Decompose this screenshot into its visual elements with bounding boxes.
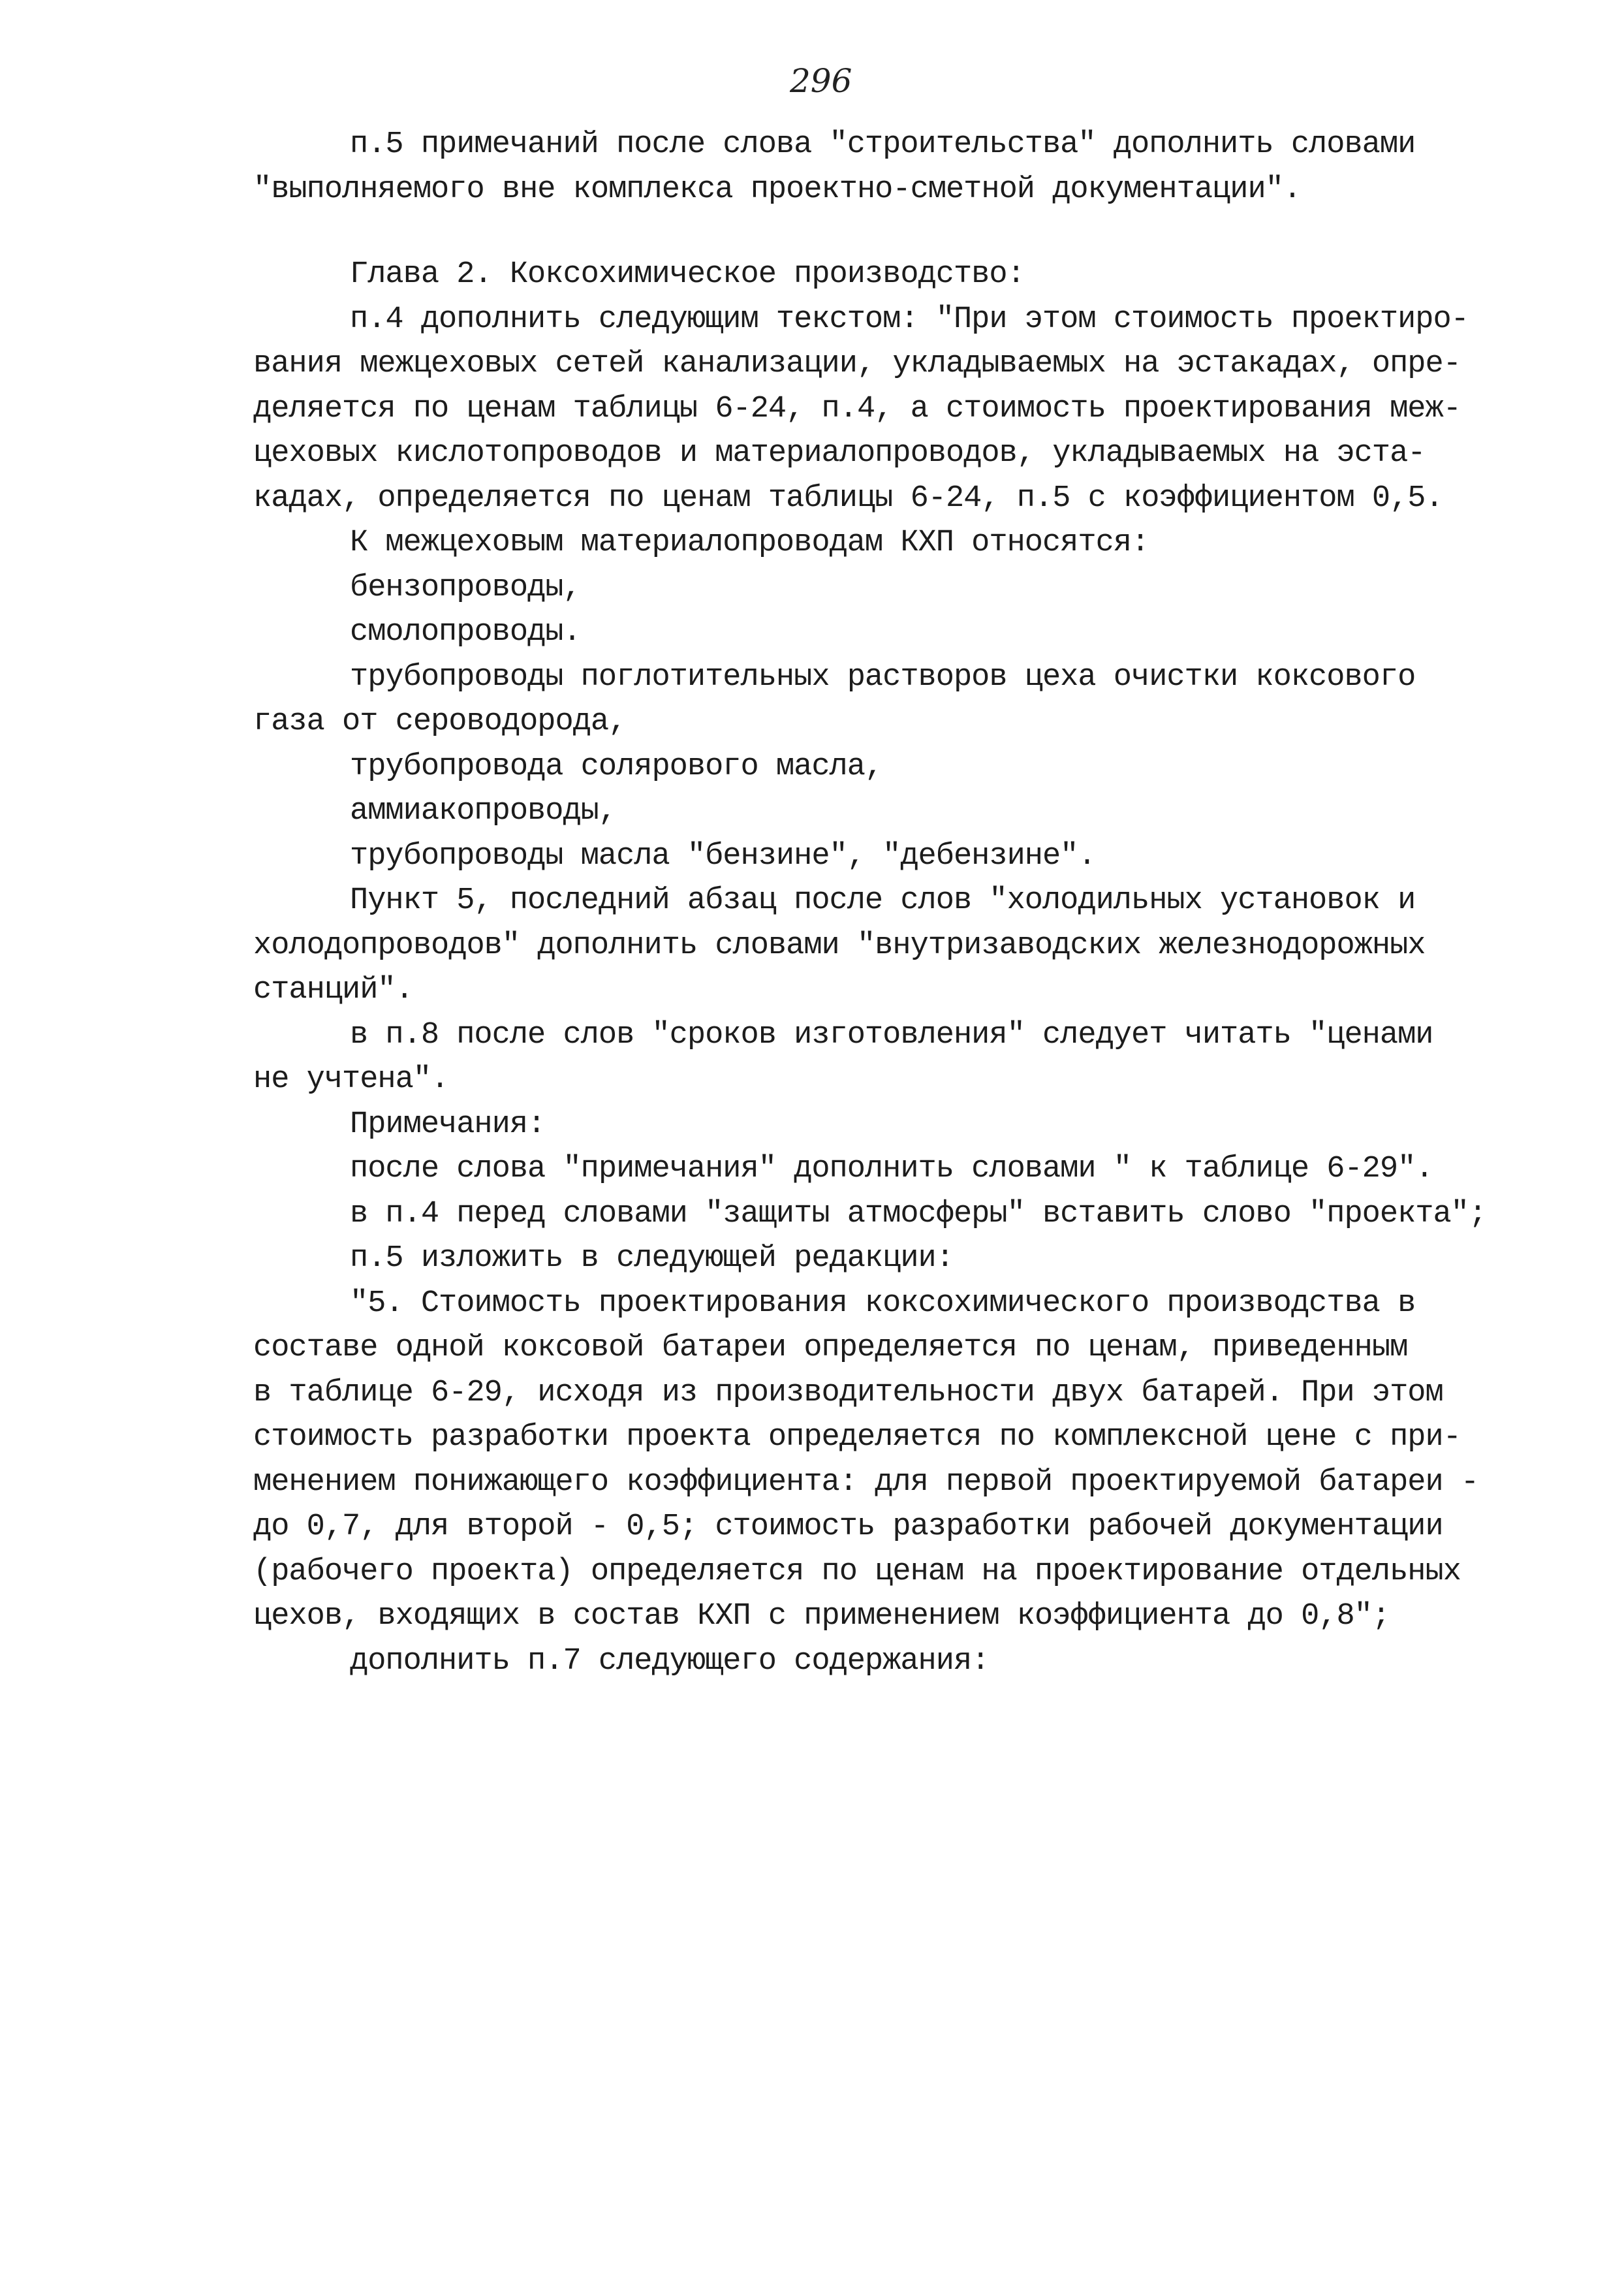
page-number: 296	[790, 62, 852, 100]
list-item: аммиакопроводы,	[350, 794, 617, 829]
text-line: деляется по ценам таблицы 6-24, п.4, а стоимость проектирования меж-	[253, 391, 1461, 426]
text-line: К межцеховым материалопроводам КХП относятся:	[350, 526, 1149, 560]
text-line: цехов, входящих в состав КХП с применением коэффициента до 0,8";	[253, 1599, 1390, 1634]
text-line: кадах, определяется по ценам таблицы 6-24, п.5 с коэффициентом 0,5.	[253, 481, 1443, 516]
text-line: станций".	[253, 973, 413, 1007]
text-line: (рабочего проекта) определяется по ценам на проектирование отдельных	[253, 1554, 1461, 1589]
list-item: смолопроводы.	[350, 615, 581, 650]
text-line: в п.4 перед словами "защиты атмосферы" вставить слово "проекта";	[350, 1196, 1487, 1231]
text-line: цеховых кислотопроводов и материалопроводов, укладываемых на эста-	[253, 436, 1426, 471]
text-line: Пункт 5, последний абзац после слов "холодильных установок и	[350, 883, 1416, 918]
list-item: трубопровода солярового масла,	[350, 749, 883, 784]
text-line: в таблице 6-29, исходя из производительности двух батарей. При этом	[253, 1375, 1443, 1410]
text-line: дополнить п.7 следующего содержания:	[350, 1643, 990, 1679]
text-line: в п.8 после слов "сроков изготовления" следует читать "ценами	[350, 1017, 1433, 1052]
text-line: стоимость разработки проекта определяется по комплексной цене с при-	[253, 1420, 1461, 1455]
paragraph-gap	[253, 212, 1533, 253]
text-line: п.5 примечаний после слова "строительства" дополнить словами	[350, 127, 1416, 162]
list-item: трубопроводы поглотительных растворов цеха очистки коксового	[350, 659, 1416, 695]
document-text	[253, 123, 1533, 1684]
text-line: холодопроводов" дополнить словами "внутризаводских железнодорожных	[253, 928, 1426, 963]
text-line: менением понижающего коэффициента: для первой проектируемой батареи -	[253, 1464, 1479, 1500]
text-line: "5. Стоимость проектирования коксохимического производства в	[350, 1286, 1416, 1321]
text-line: не учтена".	[253, 1062, 449, 1097]
text-line: после слова "примечания" дополнить словами " к таблице 6-29".	[350, 1152, 1433, 1186]
list-item: бензопроводы,	[350, 570, 581, 605]
notes-heading: Примечания:	[350, 1107, 546, 1142]
list-item: трубопроводы масла "бензине", "дебензине".	[350, 838, 1096, 874]
text-line: газа от сероводорода,	[253, 704, 627, 739]
text-line: "выполняемого вне комплекса проектно-сметной документации".	[253, 172, 1302, 207]
text-line: составе одной коксовой батареи определяется по ценам, приведенным	[253, 1331, 1408, 1365]
chapter-heading: Глава 2. Коксохимическое производство:	[350, 257, 1025, 292]
text-line: п.5 изложить в следующей редакции:	[350, 1241, 954, 1276]
text-line: до 0,7, для второй - 0,5; стоимость разработки рабочей документации	[253, 1510, 1443, 1544]
text-line: вания межцеховых сетей канализации, укладываемых на эстакадах, опре-	[253, 347, 1461, 381]
text-line: п.4 дополнить следующим текстом: "При этом стоимость проектиро-	[350, 302, 1469, 337]
